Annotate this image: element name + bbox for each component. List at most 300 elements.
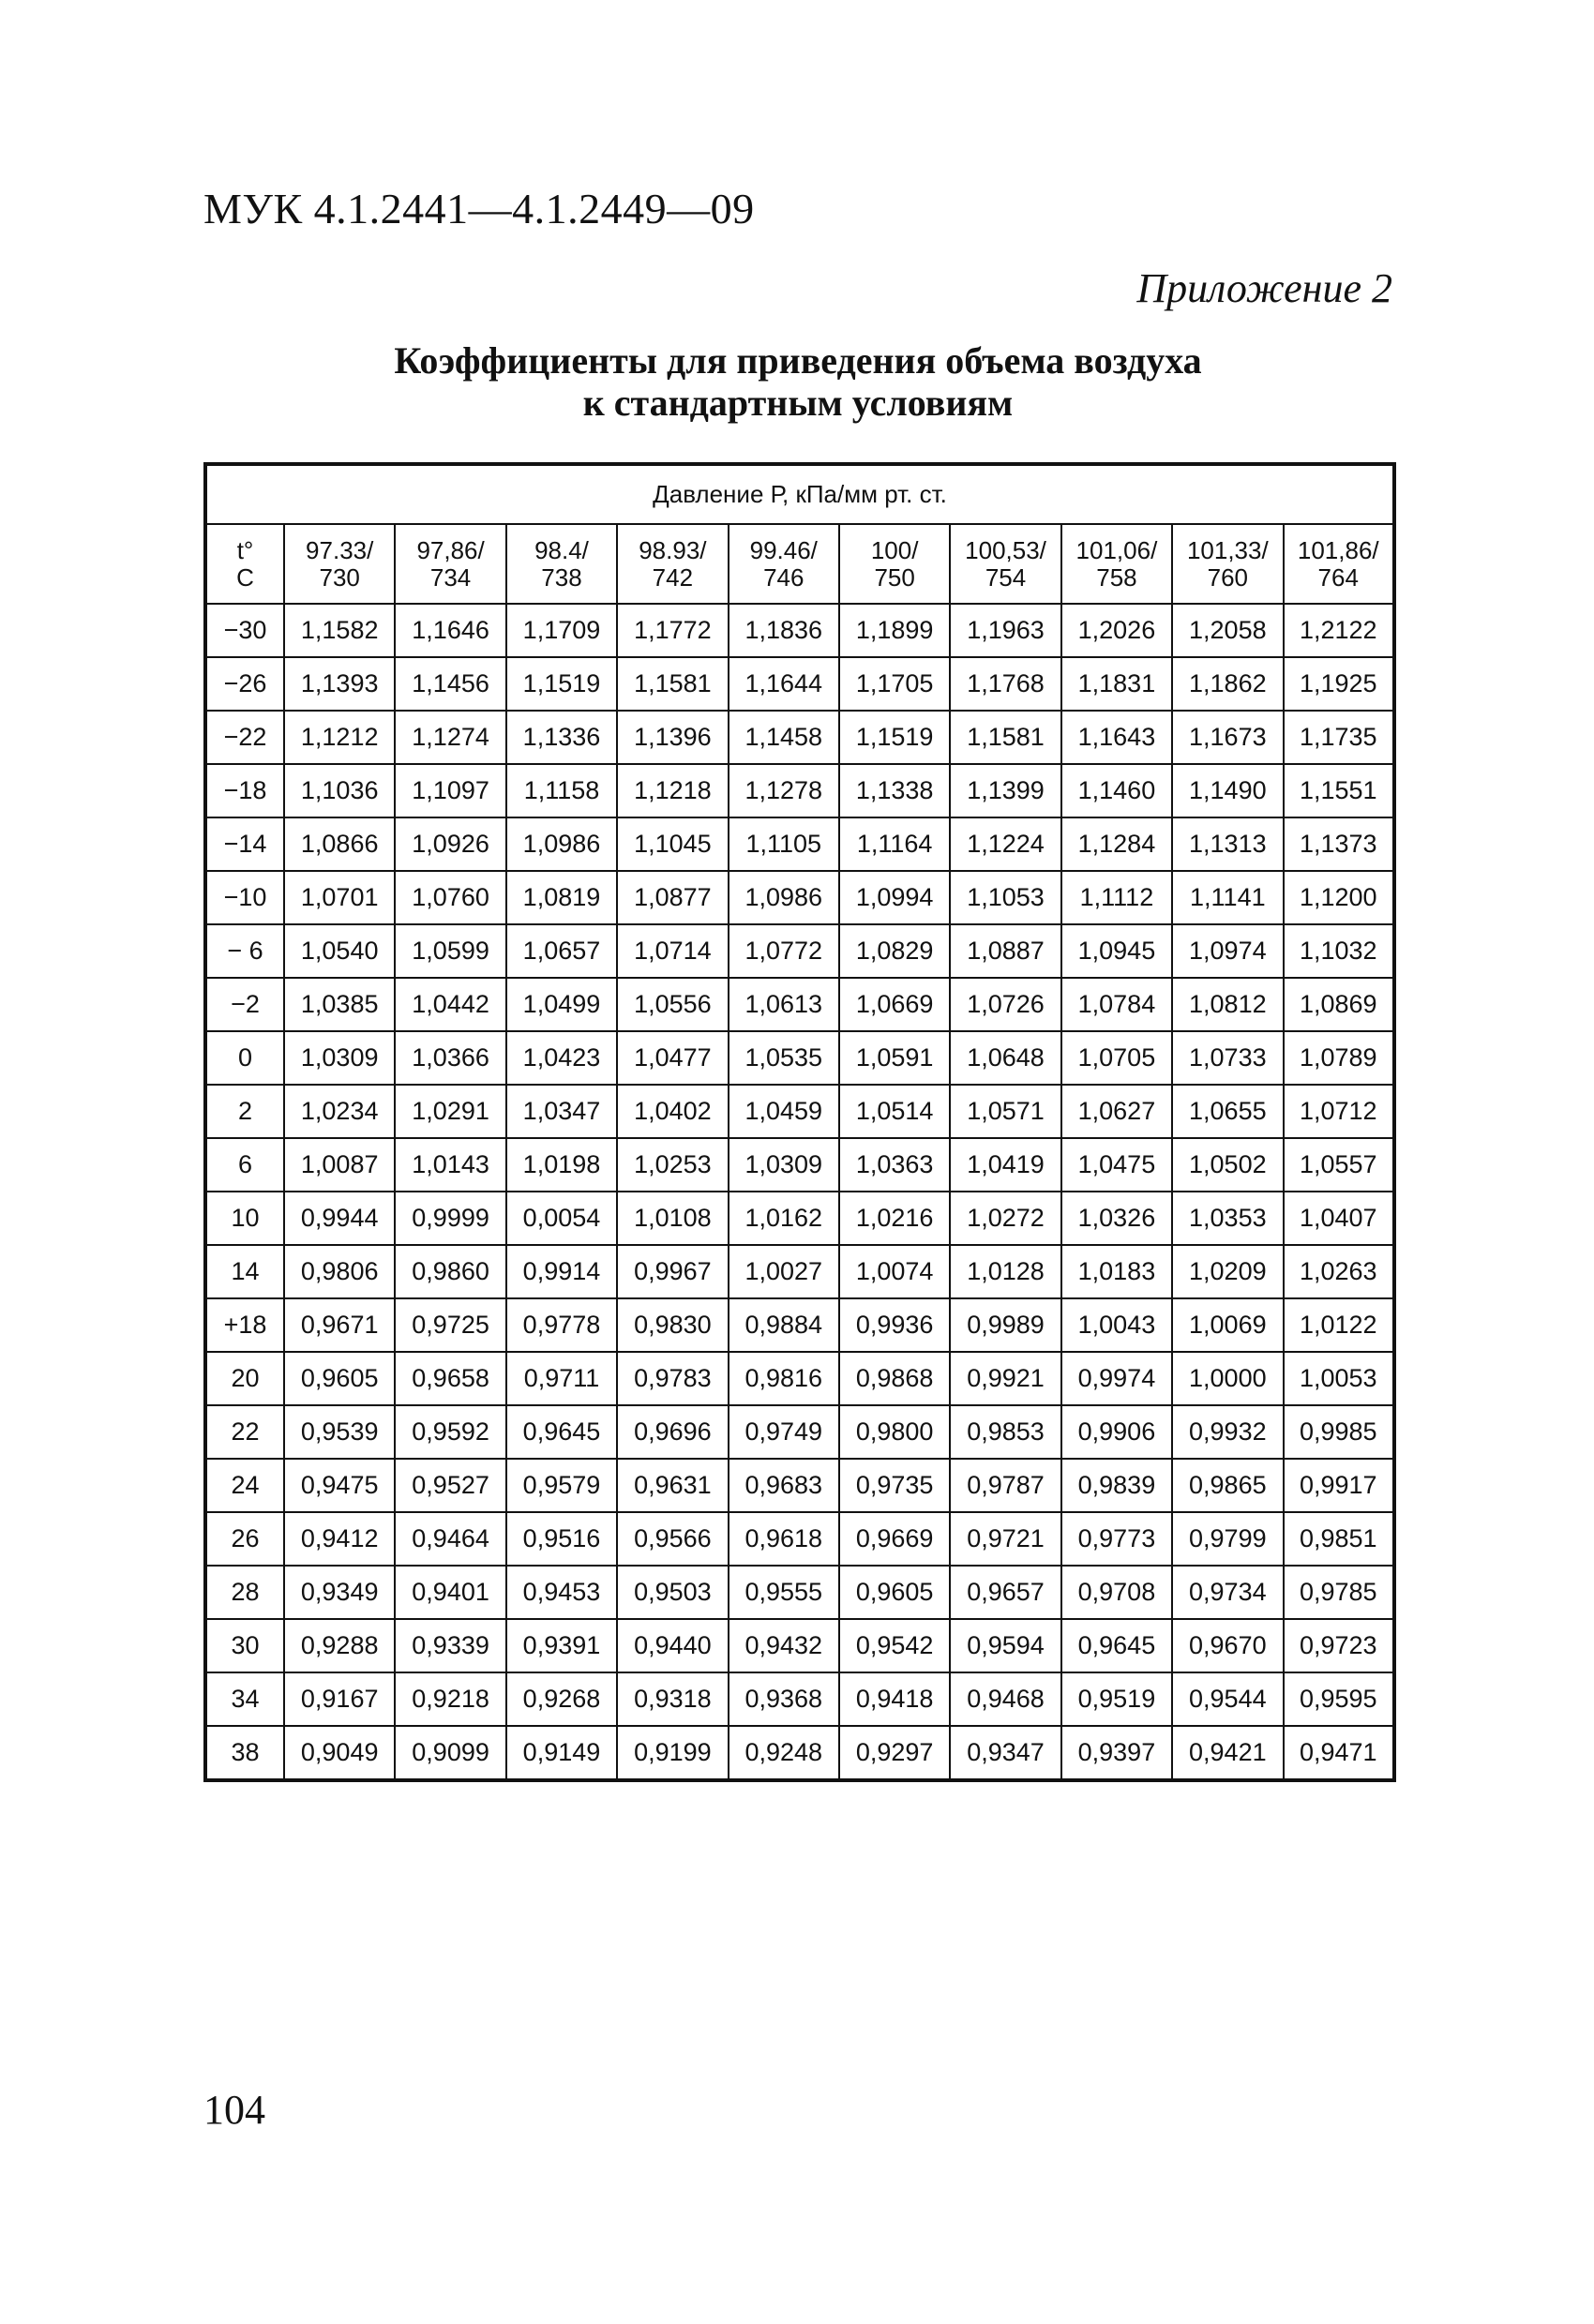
coefficient-cell: 1,1278 [729,764,839,817]
temperature-cell: 26 [205,1512,284,1566]
temperature-cell: 14 [205,1245,284,1298]
coefficient-cell: 0,9778 [506,1298,617,1352]
coefficient-cell: 0,9368 [729,1672,839,1726]
table-row [205,1031,1394,1085]
coefficient-cell: 1,0701 [284,871,395,924]
coefficient-cell: 0,9248 [729,1726,839,1780]
coefficient-cell: 1,0407 [1284,1192,1394,1245]
coefficient-cell: 0,9917 [1284,1459,1394,1512]
coefficient-cell: 1,1141 [1172,871,1283,924]
coefficient-cell: 0,9645 [506,1405,617,1459]
pressure-column-kpa: 99.46/ [749,535,818,564]
pressure-column-mmhg: 742 [652,562,694,592]
table-title-line-2: к стандартным условиям [582,382,1014,424]
coefficient-cell: 0,9297 [839,1726,950,1780]
coefficient-cell: 0,9339 [395,1619,505,1672]
coefficient-cell: 1,0234 [284,1085,395,1138]
coefficient-cell: 1,0326 [1061,1192,1172,1245]
coefficient-cell: 0,9566 [617,1512,728,1566]
coefficient-cell: 0,9391 [506,1619,617,1672]
coefficient-cell: 1,0714 [617,924,728,978]
coefficient-cell: 1,0419 [950,1138,1060,1192]
coefficient-cell: 0,9519 [1061,1672,1172,1726]
coefficient-cell: 1,0591 [839,1031,950,1085]
coefficient-cell: 0,9468 [950,1672,1060,1726]
coefficient-cell: 1,1164 [839,817,950,871]
coefficient-cell: 0,9464 [395,1512,505,1566]
coefficient-cell: 0,9806 [284,1245,395,1298]
coefficient-cell: 0,9605 [284,1352,395,1405]
coefficient-cell: 1,0385 [284,978,395,1031]
coefficient-cell: 1,1519 [839,711,950,764]
coefficient-cell: 1,0974 [1172,924,1283,978]
coefficient-cell: 0,9049 [284,1726,395,1780]
coefficient-cell: 1,1646 [395,604,505,657]
table-row [205,1085,1394,1138]
table-row [205,1619,1394,1672]
coefficient-cell: 1,0866 [284,817,395,871]
coefficient-cell: 1,0599 [395,924,505,978]
pressure-column-header [617,524,728,604]
coefficient-cell: 0,0054 [506,1192,617,1245]
coefficient-cell: 0,9218 [395,1672,505,1726]
coefficient-cell: 1,0829 [839,924,950,978]
coefficient-cell: 1,1519 [506,657,617,711]
table-row [205,604,1394,657]
temperature-cell: 0 [205,1031,284,1085]
temperature-cell: −18 [205,764,284,817]
coefficient-cell: 1,2058 [1172,604,1283,657]
column-header-row [205,524,1394,604]
coefficient-cell: 0,9268 [506,1672,617,1726]
coefficient-cell: 1,1313 [1172,817,1283,871]
coefficient-cell: 0,9503 [617,1566,728,1619]
coefficient-cell: 1,0986 [729,871,839,924]
coefficient-cell: 1,0309 [729,1138,839,1192]
pressure-column-header [839,524,950,604]
coefficient-cell: 1,1274 [395,711,505,764]
table-row [205,924,1394,978]
coefficient-cell: 1,0986 [506,817,617,871]
coefficient-cell: 1,0198 [506,1138,617,1192]
coefficient-cell: 0,9830 [617,1298,728,1352]
coefficient-cell: 0,9595 [1284,1672,1394,1726]
pressure-column-header [395,524,505,604]
coefficient-cell: 0,9397 [1061,1726,1172,1780]
pressure-column-kpa: 98.93/ [639,535,707,564]
coefficient-cell: 0,9868 [839,1352,950,1405]
coefficient-cell: 0,9787 [950,1459,1060,1512]
coefficient-cell: 1,0477 [617,1031,728,1085]
coefficient-cell: 0,9921 [950,1352,1060,1405]
coefficient-cell: 1,0669 [839,978,950,1031]
coefficient-cell: 1,0108 [617,1192,728,1245]
coefficient-cell: 0,9440 [617,1619,728,1672]
temperature-cell: −22 [205,711,284,764]
coefficient-cell: 1,0000 [1172,1352,1283,1405]
pressure-column-mmhg: 760 [1207,562,1249,592]
coefficient-cell: 1,1393 [284,657,395,711]
pressure-column-header [950,524,1060,604]
coefficient-cell: 0,9199 [617,1726,728,1780]
coefficient-cell: 0,9412 [284,1512,395,1566]
coefficient-cell: 1,0069 [1172,1298,1283,1352]
coefficient-cell: 0,9914 [506,1245,617,1298]
coefficient-cell: 1,0994 [839,871,950,924]
coefficient-cell: 1,0253 [617,1138,728,1192]
appendix-label: Приложение 2 [1136,265,1392,311]
coefficient-cell: 1,0926 [395,817,505,871]
coefficient-cell: 1,1673 [1172,711,1283,764]
coefficient-cell: 0,9783 [617,1352,728,1405]
table-title-line-1: Коэффициенты для приведения объема воздуха [394,339,1202,382]
temperature-header-line-1: t° [236,535,254,564]
table-row [205,1459,1394,1512]
coefficient-cell: 0,9592 [395,1405,505,1459]
coefficient-cell: 1,0648 [950,1031,1060,1085]
pressure-column-mmhg: 730 [319,562,360,592]
coefficient-cell: 1,0291 [395,1085,505,1138]
temperature-cell: −2 [205,978,284,1031]
page-number: 104 [203,2087,265,2133]
coefficient-cell: 1,0613 [729,978,839,1031]
coefficient-cell: 0,9288 [284,1619,395,1672]
pressure-column-kpa: 100/ [870,535,919,564]
coefficient-cell: 1,0423 [506,1031,617,1085]
coefficient-cell: 0,9149 [506,1726,617,1780]
coefficient-cell: 0,9936 [839,1298,950,1352]
coefficient-cell: 1,1551 [1284,764,1394,817]
coefficient-cell: 1,0143 [395,1138,505,1192]
table-row [205,817,1394,871]
coefficient-cell: 1,0309 [284,1031,395,1085]
coefficient-cell: 1,1032 [1284,924,1394,978]
coefficient-cell: 1,0402 [617,1085,728,1138]
coefficient-cell: 1,0945 [1061,924,1172,978]
coefficient-cell: 1,0183 [1061,1245,1172,1298]
table-row [205,1352,1394,1405]
coefficient-cell: 1,1212 [284,711,395,764]
coefficient-cell: 1,1925 [1284,657,1394,711]
coefficient-cell: 0,9453 [506,1566,617,1619]
pressure-column-header [506,524,617,604]
pressure-column-mmhg: 750 [874,562,915,592]
coefficient-cell: 1,0475 [1061,1138,1172,1192]
pressure-column-header [284,524,395,604]
document-code: МУК 4.1.2441—4.1.2449—09 [203,185,755,232]
coefficient-cell: 1,0347 [506,1085,617,1138]
coefficient-cell: 1,0363 [839,1138,950,1192]
coefficient-cell: 0,9618 [729,1512,839,1566]
table-row [205,978,1394,1031]
temperature-cell: −10 [205,871,284,924]
coefficient-cell: 1,1735 [1284,711,1394,764]
coefficient-cell: 1,1490 [1172,764,1283,817]
table-row [205,1512,1394,1566]
coefficient-cell: 0,9884 [729,1298,839,1352]
pressure-column-header [1172,524,1283,604]
coefficient-cell: 1,1836 [729,604,839,657]
coefficient-cell: 1,1709 [506,604,617,657]
coefficient-cell: 1,1200 [1284,871,1394,924]
coefficient-cell: 1,0812 [1172,978,1283,1031]
coefficient-cell: 1,1899 [839,604,950,657]
coefficient-cell: 1,0556 [617,978,728,1031]
coefficient-cell: 1,0705 [1061,1031,1172,1085]
coefficient-cell: 1,0869 [1284,978,1394,1031]
coefficient-cell: 0,9401 [395,1566,505,1619]
coefficient-cell: 1,1581 [950,711,1060,764]
coefficient-cell: 0,9708 [1061,1566,1172,1619]
temperature-header [205,524,284,604]
coefficient-cell: 0,9906 [1061,1405,1172,1459]
coefficient-cell: 0,9669 [839,1512,950,1566]
coefficient-cell: 1,0122 [1284,1298,1394,1352]
coefficient-cell: 0,9723 [1284,1619,1394,1672]
coefficient-cell: 1,1158 [506,764,617,817]
coefficient-cell: 1,1053 [950,871,1060,924]
coefficient-cell: 0,9932 [1172,1405,1283,1459]
pressure-column-mmhg: 738 [541,562,582,592]
coefficient-cell: 1,0772 [729,924,839,978]
temperature-cell: 34 [205,1672,284,1726]
coefficient-cell: 0,9516 [506,1512,617,1566]
coefficient-cell: 0,9999 [395,1192,505,1245]
coefficient-cell: 1,0366 [395,1031,505,1085]
pressure-column-kpa: 100,53/ [965,535,1046,564]
coefficient-cell: 1,1643 [1061,711,1172,764]
pressure-column-mmhg: 764 [1317,562,1359,592]
temperature-cell: −14 [205,817,284,871]
pressure-column-header [729,524,839,604]
coefficient-cell: 0,9773 [1061,1512,1172,1566]
coefficient-cell: 0,9594 [950,1619,1060,1672]
coefficient-cell: 1,1458 [729,711,839,764]
table-row [205,1298,1394,1352]
pressure-column-kpa: 101,86/ [1297,535,1379,564]
coefficient-cell: 0,9860 [395,1245,505,1298]
coefficient-cell: 1,1045 [617,817,728,871]
coefficient-cell: 1,0789 [1284,1031,1394,1085]
coefficient-cell: 0,9349 [284,1566,395,1619]
coefficient-cell: 0,9711 [506,1352,617,1405]
coefficient-cell: 0,9696 [617,1405,728,1459]
coefficient-cell: 0,9471 [1284,1726,1394,1780]
pressure-column-kpa: 101,33/ [1186,535,1269,564]
coefficient-cell: 1,0216 [839,1192,950,1245]
coefficients-table [203,462,1396,1782]
coefficient-cell: 1,0657 [506,924,617,978]
coefficient-cell: 1,0784 [1061,978,1172,1031]
coefficient-cell: 0,9475 [284,1459,395,1512]
coefficient-cell: 1,2122 [1284,604,1394,657]
coefficient-cell: 1,0887 [950,924,1060,978]
table-row [205,1405,1394,1459]
coefficient-cell: 0,9816 [729,1352,839,1405]
table-row [205,1138,1394,1192]
coefficient-cell: 0,9800 [839,1405,950,1459]
coefficient-cell: 0,9749 [729,1405,839,1459]
coefficient-cell: 1,1772 [617,604,728,657]
coefficient-cell: 1,1582 [284,604,395,657]
table-row [205,871,1394,924]
pressure-header: Давление Р, кПа/мм рт. ст. [205,464,1394,524]
coefficient-cell: 0,9785 [1284,1566,1394,1619]
table-row [205,764,1394,817]
coefficient-cell: 1,2026 [1061,604,1172,657]
coefficient-cell: 0,9967 [617,1245,728,1298]
coefficient-cell: 1,0760 [395,871,505,924]
coefficient-cell: 1,1224 [950,817,1060,871]
pressure-column-header [1061,524,1172,604]
coefficient-cell: 1,0162 [729,1192,839,1245]
coefficient-cell: 1,1456 [395,657,505,711]
coefficient-cell: 1,0571 [950,1085,1060,1138]
temperature-cell: −30 [205,604,284,657]
coefficient-cell: 1,1460 [1061,764,1172,817]
coefficient-cell: 1,1831 [1061,657,1172,711]
temperature-cell: 22 [205,1405,284,1459]
temperature-cell: 10 [205,1192,284,1245]
coefficient-cell: 1,1705 [839,657,950,711]
coefficient-cell: 1,0627 [1061,1085,1172,1138]
coefficient-cell: 1,0272 [950,1192,1060,1245]
coefficient-cell: 1,0535 [729,1031,839,1085]
coefficient-cell: 0,9579 [506,1459,617,1512]
coefficient-cell: 1,1112 [1061,871,1172,924]
coefficient-cell: 0,9721 [950,1512,1060,1566]
coefficient-cell: 1,0459 [729,1085,839,1138]
table-row [205,711,1394,764]
coefficient-cell: 1,1097 [395,764,505,817]
coefficient-cell: 1,1399 [950,764,1060,817]
coefficient-cell: 1,0074 [839,1245,950,1298]
temperature-cell: 20 [205,1352,284,1405]
coefficient-cell: 1,1036 [284,764,395,817]
pressure-column-mmhg: 734 [429,562,472,592]
coefficient-cell: 0,9539 [284,1405,395,1459]
coefficient-cell: 1,0514 [839,1085,950,1138]
coefficient-cell: 1,1218 [617,764,728,817]
coefficient-cell: 0,9544 [1172,1672,1283,1726]
table-row [205,657,1394,711]
coefficient-cell: 0,9527 [395,1459,505,1512]
coefficient-cell: 0,9853 [950,1405,1060,1459]
coefficient-cell: 0,9605 [839,1566,950,1619]
pressure-column-header [1284,524,1394,604]
table-row [205,1726,1394,1780]
coefficient-cell: 0,9099 [395,1726,505,1780]
coefficient-cell: 1,1581 [617,657,728,711]
coefficient-cell: 0,9734 [1172,1566,1283,1619]
coefficient-cell: 1,1105 [729,817,839,871]
coefficient-cell: 0,9432 [729,1619,839,1672]
pressure-column-mmhg: 746 [763,562,805,592]
temperature-header-line-2: С [236,562,254,592]
coefficient-cell: 1,0540 [284,924,395,978]
coefficient-cell: 0,9421 [1172,1726,1283,1780]
coefficient-cell: 1,0502 [1172,1138,1283,1192]
temperature-cell: − 6 [205,924,284,978]
coefficient-cell: 0,9725 [395,1298,505,1352]
temperature-cell: 38 [205,1726,284,1780]
coefficient-cell: 1,1963 [950,604,1060,657]
coefficient-cell: 0,9347 [950,1726,1060,1780]
coefficient-cell: 1,1336 [506,711,617,764]
coefficient-cell: 0,9167 [284,1672,395,1726]
temperature-cell: 2 [205,1085,284,1138]
coefficient-cell: 0,9318 [617,1672,728,1726]
table-row [205,1672,1394,1726]
pressure-column-kpa: 97,86/ [416,535,485,564]
coefficient-cell: 1,1373 [1284,817,1394,871]
coefficient-cell: 1,0043 [1061,1298,1172,1352]
coefficient-cell: 0,9851 [1284,1512,1394,1566]
coefficient-cell: 0,9631 [617,1459,728,1512]
coefficient-cell: 1,0877 [617,871,728,924]
coefficient-cell: 1,0027 [729,1245,839,1298]
coefficient-cell: 0,9670 [1172,1619,1283,1672]
coefficient-cell: 0,9989 [950,1298,1060,1352]
coefficient-cell: 0,9657 [950,1566,1060,1619]
coefficient-cell: 1,0819 [506,871,617,924]
coefficient-cell: 0,9799 [1172,1512,1283,1566]
temperature-cell: 24 [205,1459,284,1512]
coefficient-cell: 0,9865 [1172,1459,1283,1512]
table-row [205,1192,1394,1245]
temperature-cell: +18 [205,1298,284,1352]
coefficient-cell: 0,9683 [729,1459,839,1512]
pressure-column-mmhg: 754 [985,562,1027,592]
coefficient-cell: 0,9985 [1284,1405,1394,1459]
table-body [205,604,1394,1780]
pressure-column-kpa: 97.33/ [306,535,374,564]
coefficient-cell: 1,0353 [1172,1192,1283,1245]
temperature-cell: 30 [205,1619,284,1672]
pressure-column-kpa: 101,06/ [1075,535,1158,564]
coefficient-cell: 1,0733 [1172,1031,1283,1085]
coefficient-cell: 0,9944 [284,1192,395,1245]
coefficient-cell: 0,9418 [839,1672,950,1726]
coefficient-cell: 1,1284 [1061,817,1172,871]
coefficient-cell: 1,0128 [950,1245,1060,1298]
coefficient-cell: 1,1644 [729,657,839,711]
pressure-column-kpa: 98.4/ [534,535,589,564]
coefficient-cell: 0,9974 [1061,1352,1172,1405]
coefficient-cell: 1,0209 [1172,1245,1283,1298]
coefficient-cell: 0,9658 [395,1352,505,1405]
coefficient-cell: 0,9645 [1061,1619,1172,1672]
table-title [203,339,1392,424]
coefficient-cell: 1,1862 [1172,657,1283,711]
coefficient-cell: 1,0442 [395,978,505,1031]
table-row [205,1245,1394,1298]
pressure-column-mmhg: 758 [1096,562,1137,592]
coefficient-cell: 1,0655 [1172,1085,1283,1138]
coefficient-cell: 0,9555 [729,1566,839,1619]
temperature-cell: 28 [205,1566,284,1619]
coefficient-cell: 1,1338 [839,764,950,817]
coefficient-cell: 1,1396 [617,711,728,764]
pressure-header-row [205,464,1394,524]
coefficient-cell: 1,0726 [950,978,1060,1031]
table-row [205,1566,1394,1619]
coefficient-cell: 1,0499 [506,978,617,1031]
coefficient-cell: 1,0087 [284,1138,395,1192]
temperature-cell: 6 [205,1138,284,1192]
coefficient-cell: 1,0263 [1284,1245,1394,1298]
coefficient-cell: 1,1768 [950,657,1060,711]
